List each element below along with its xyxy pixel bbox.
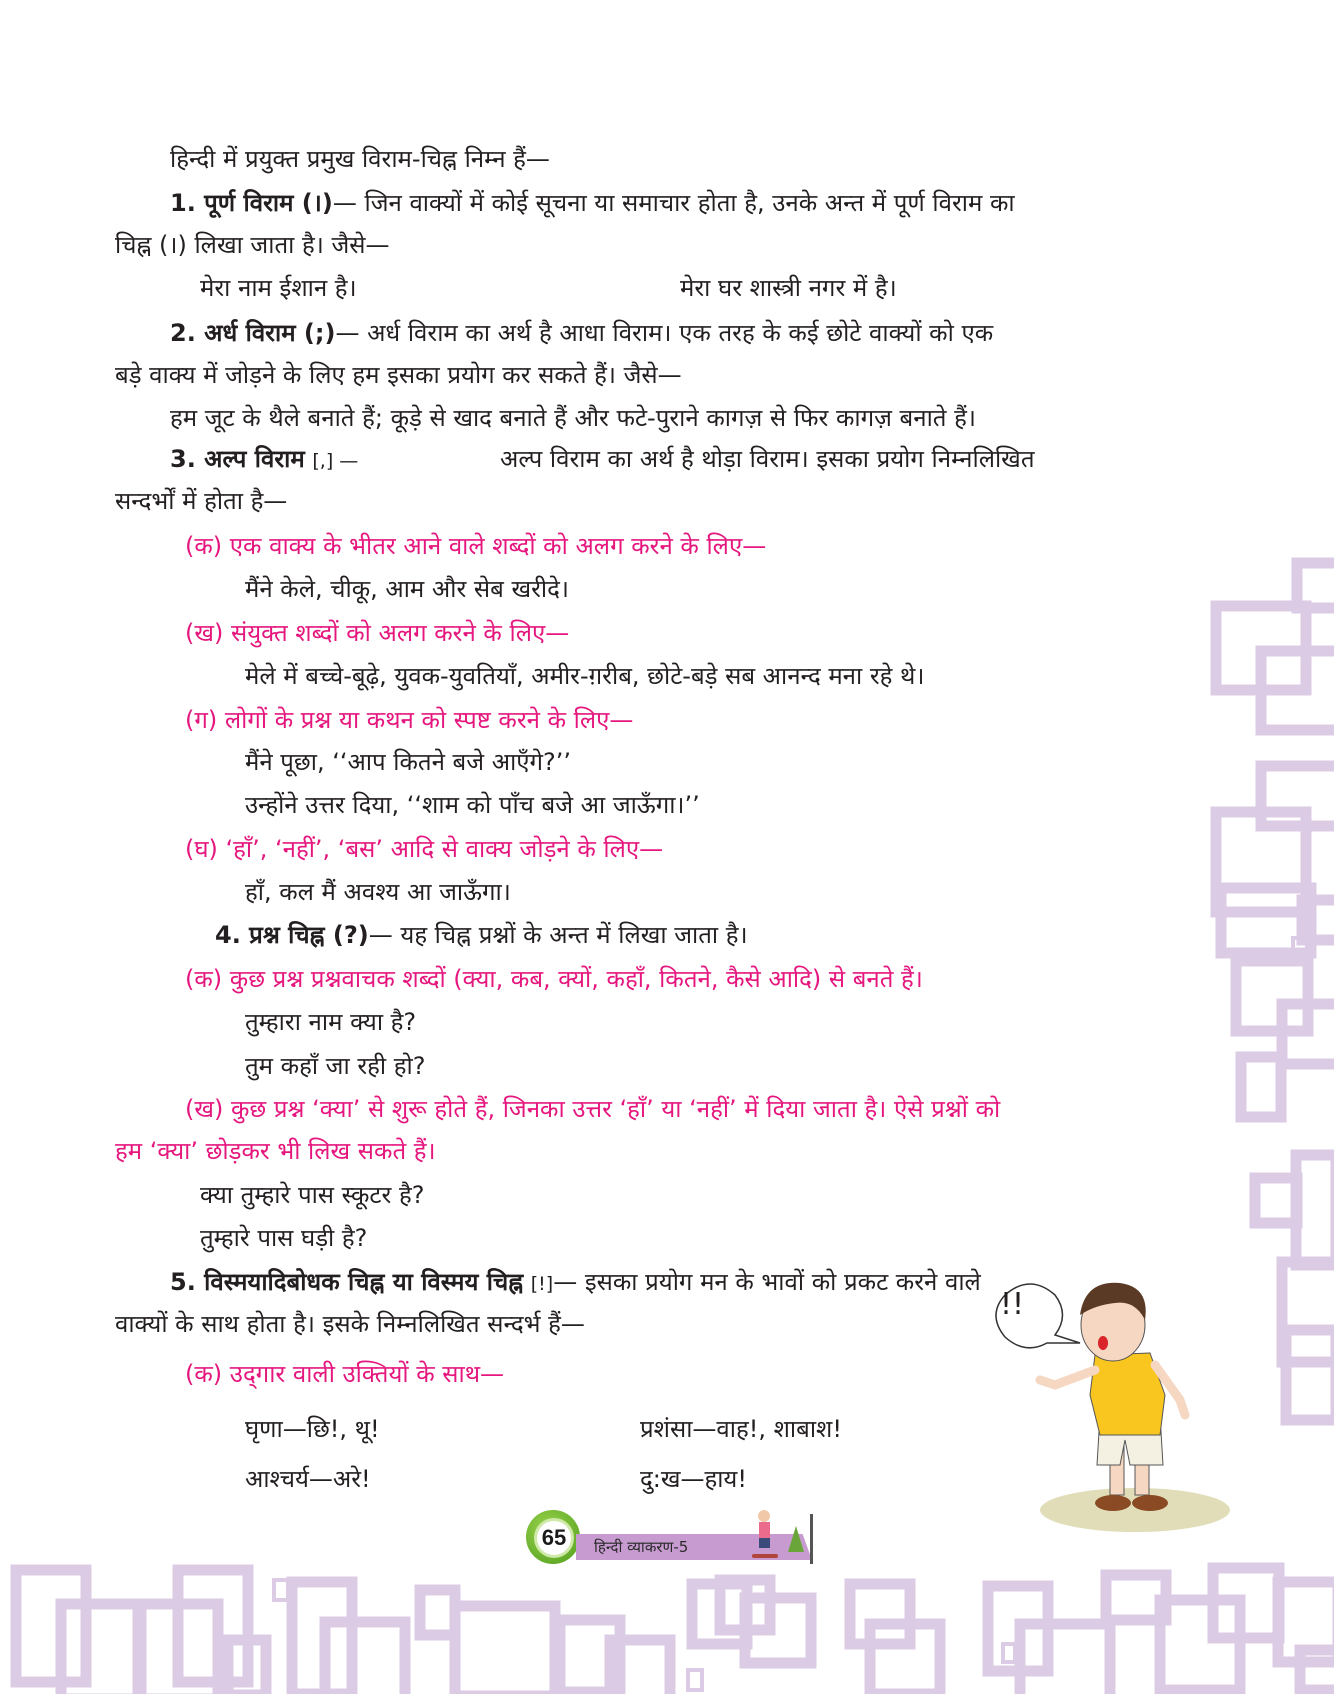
page-number: 65 [534,1518,574,1558]
section-5-line-2: वाक्यों के साथ होता है। इसके निम्नलिखित सन्दर्भ हैं— [115,1310,585,1338]
speech-bubble-text: !! [1000,1287,1025,1322]
example-text: मेरा नाम ईशान है। [200,274,357,302]
example-text: तुम कहाँ जा रही हो? [245,1052,426,1080]
example-text: मैंने पूछा, ‘‘आप कितने बजे आएँगे?’’ [245,748,572,776]
section-3-symbol: [,] — [312,450,359,472]
section-4-heading: 4. प्रश्न चिह्न (?) [215,921,369,949]
section-3-line-2: सन्दर्भों में होता है— [115,487,288,515]
section-5-heading: 5. विस्मयादिबोधक चिह्न या विस्मय चिह्न [170,1268,524,1296]
section-5-line-1 [170,1265,981,1301]
example-text: दु:ख—हाय! [640,1465,747,1493]
skateboarder-icon [750,1506,820,1566]
section-2-heading: 2. अर्ध विराम (;) [170,319,336,347]
section-1-body: — जिन वाक्यों में कोई सूचना या समाचार होता है, उनके अन्त में पूर्ण विराम का [332,189,1015,217]
section-3-body: अल्प विराम का अर्थ है थोड़ा विराम। इसका प्रयोग निम्नलिखित [500,445,1035,473]
section-4-line-1 [215,918,748,952]
example-text: हम जूट के थैले बनाते हैं; कूड़े से खाद बनाते हैं और फटे-पुराने कागज़ से फिर कागज़ बनाते हैं। [170,404,976,432]
subpoint-label: (क) एक वाक्य के भीतर आने वाले शब्दों को अलग करने के लिए— [185,532,767,560]
example-text: घृणा—छि!, थू! [245,1415,380,1443]
example-text: मेले में बच्चे-बूढ़े, युवक-युवतियाँ, अमीर-ग़रीब, छोटे-बड़े सब आनन्द मना रहे थे। [245,662,925,690]
example-text: मेरा घर शास्त्री नगर में है। [680,274,897,302]
section-5-body: — इसका प्रयोग मन के भावों को प्रकट करने वाले [553,1268,981,1296]
subpoint-label: (ख) कुछ प्रश्न ‘क्या’ से शुरू होते हैं, जिनका उत्तर ‘हाँ’ या ‘नहीं’ में दिया जाता है। ऐसे प्रश्नों को [185,1095,1001,1123]
example-text: आश्चर्य—अरे! [245,1465,371,1493]
section-2-body: — अर्ध विराम का अर्थ है आधा विराम। एक तरह के कई छोटे वाक्यों को एक [335,319,994,347]
example-text: क्या तुम्हारे पास स्कूटर है? [200,1181,425,1209]
example-text: हाँ, कल मैं अवश्य आ जाऊँगा। [245,878,511,906]
example-text: मैंने केले, चीकू, आम और सेब खरीदे। [245,575,569,603]
book-title: हिन्दी व्याकरण-5 [594,1538,689,1556]
section-2-line-2: बड़े वाक्य में जोड़ने के लिए हम इसका प्रयोग कर सकते हैं। जैसे— [115,361,682,389]
subpoint-label: (क) उद्‌गार वाली उक्तियों के साथ— [185,1360,505,1388]
section-1-line-1 [170,186,1015,220]
subpoint-label: (ख) संयुक्त शब्दों को अलग करने के लिए— [185,619,570,647]
section-5-symbol: [!] [530,1273,554,1295]
section-4-body: — यह चिह्न प्रश्नों के अन्त में लिखा जाता है। [368,921,748,949]
intro-text: हिन्दी में प्रयुक्त प्रमुख विराम-चिह्न निम्न हैं— [170,145,550,173]
page-footer [520,1506,820,1570]
section-1-heading: 1. पूर्ण विराम (।) [170,189,333,217]
subpoint-label: (घ) ‘हाँ’, ‘नहीं’, ‘बस’ आदि से वाक्य जोड़ने के लिए— [185,835,664,863]
example-text: प्रशंसा—वाह!, शाबाश! [640,1415,842,1443]
section-2-line-1 [170,316,993,350]
section-3-heading: 3. अल्प विराम [170,445,305,473]
subpoint-label: (क) कुछ प्रश्न प्रश्नवाचक शब्दों (क्या, कब, क्यों, कहाँ, कितने, कैसे आदि) से बनते हैं। [185,965,923,993]
section-1-line-2: चिह्न (।) लिखा जाता है। जैसे— [115,231,390,259]
example-text: तुम्हारे पास घड़ी है? [200,1224,368,1252]
subpoint-label-continued: हम ‘क्या’ छोड़कर भी लिख सकते हैं। [115,1137,436,1165]
example-text: उन्होंने उत्तर दिया, ‘‘शाम को पाँच बजे आ जाऊँगा।’’ [245,791,700,819]
subpoint-label: (ग) लोगों के प्रश्न या कथन को स्पष्ट करने के लिए— [185,706,634,734]
example-text: तुम्हारा नाम क्या है? [245,1008,417,1036]
section-3-line-1 [170,442,358,478]
